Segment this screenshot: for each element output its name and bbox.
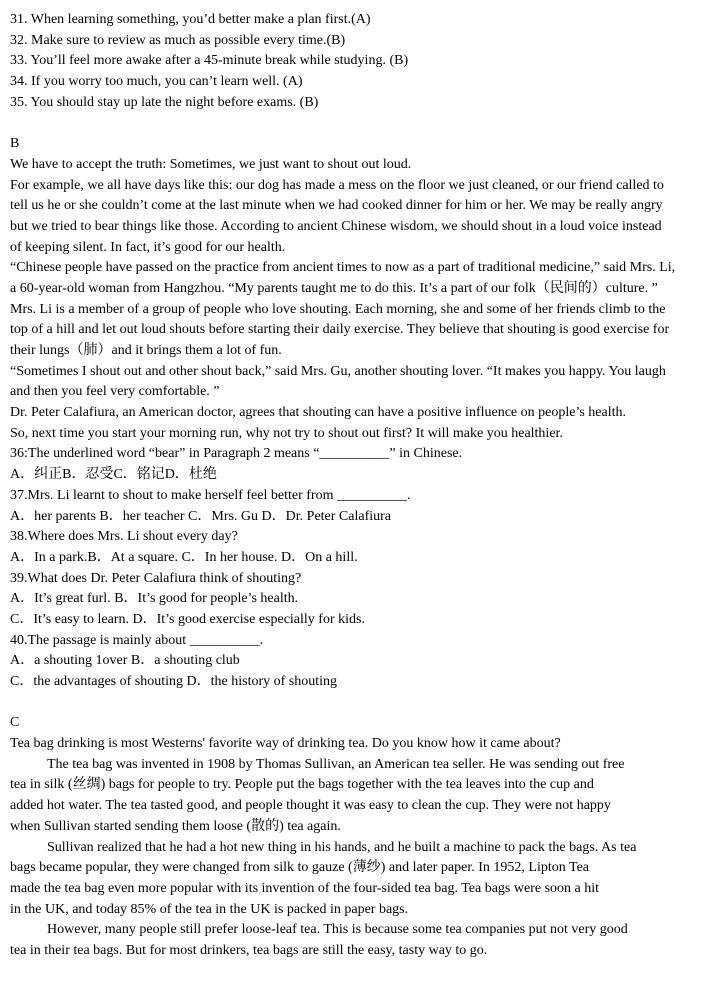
spacer <box>10 693 706 714</box>
passage-b-line: tell us he or she couldn’t come at the last minute when we had cooked dinner for him or her. We may be really angry <box>10 198 663 214</box>
passage-c-line: The tea bag was invented in 1908 by Thomas Sullivan, an American tea seller. He was sending out free <box>47 756 625 772</box>
question-40: 40.The passage is mainly about __________. <box>10 632 264 648</box>
passage-b-line: “Chinese people have passed on the practice from ancient times to now as a part of traditional medicine,” said Mrs. Li, <box>10 260 676 276</box>
passage-b-line: a 60-year-old woman from Hangzhou. “My parents taught me to do this. It’s a part of our folk（民间的）culture. ” <box>10 280 658 296</box>
passage-c-line: Sullivan realized that he had a hot new thing in his hands, and he built a machine to pack the bags. As tea <box>47 839 637 855</box>
passage-c-line: when Sullivan started sending them loose (散的) tea again. <box>10 818 341 834</box>
passage-c-line: in the UK, and today 85% of the tea in the UK is packed in paper bags. <box>10 901 409 917</box>
passage-c-line: added hot water. The tea tasted good, and people thought it was easy to clean the cup. They were not happy <box>10 798 611 814</box>
question-39-options-2: C．It’s easy to learn. D．It’s good exercise especially for kids. <box>10 611 365 627</box>
statement-33: 33. You’ll feel more awake after a 45-minute break while studying. (B) <box>10 53 409 69</box>
passage-b-line: Mrs. Li is a member of a group of people who love shouting. Each morning, she and some of her friends climb to the <box>10 301 666 317</box>
passage-b-line: For example, we all have days like this: our dog has made a mess on the floor we just cleaned, or our friend called to <box>10 177 664 193</box>
document-page <box>10 10 706 962</box>
passage-b-line: So, next time you start your morning run, why not try to shout out first? It will make you healthier. <box>10 425 563 441</box>
section-heading-b: B <box>10 136 20 152</box>
section-b <box>10 134 706 693</box>
passage-c-line: made the tea bag even more popular with its invention of the four-sided tea bag. Tea bags were soon a hit <box>10 880 600 896</box>
section-c <box>10 713 706 961</box>
question-36: 36:The underlined word “bear” in Paragraph 2 means “__________” in Chinese. <box>10 446 463 462</box>
passage-b-line: their lungs（肺）and it brings them a lot of fun. <box>10 343 282 358</box>
passage-b-line: but we tried to bear things like those. According to ancient Chinese wisdom, we should shout in a loud voice instead <box>10 218 662 234</box>
passage-b-line: We have to accept the truth: Sometimes, we just want to shout out loud. <box>10 156 412 172</box>
passage-c-line: However, many people still prefer loose-leaf tea. This is because some tea companies put not very good <box>47 922 628 938</box>
passage-c-intro: Tea bag drinking is most Westerns' favorite way of drinking tea. Do you know how it came about? <box>10 736 561 752</box>
passage-c-line: tea in their tea bags. But for most drinkers, tea bags are still the easy, tasty way to go. <box>10 942 488 958</box>
question-39-options-1: A．It’s great furl. B．It’s good for people’s health. <box>10 591 299 607</box>
question-40-options-2: C．the advantages of shouting D．the history of shouting <box>10 674 338 689</box>
question-38: 38.Where does Mrs. Li shout every day? <box>10 529 238 545</box>
question-37-options: A．her parents B．her teacher C．Mrs. Gu D．Dr. Peter Calafiura <box>10 508 392 524</box>
passage-b-line: “Sometimes I shout out and other shout back,” said Mrs. Gu, another shouting lover. “It makes you happy. You laugh <box>10 363 666 379</box>
spacer <box>10 113 706 134</box>
passage-b-line: of keeping silent. In fact, it’s good for our health. <box>10 239 286 255</box>
question-37: 37.Mrs. Li learnt to shout to make herself feel better from __________. <box>10 487 411 503</box>
statement-32: 32. Make sure to review as much as possible every time.(B) <box>10 32 346 48</box>
question-36-options: A．纠正B．忍受C．铭记D．杜绝 <box>10 467 217 483</box>
passage-b-line: top of a hill and let out loud shouts before starting their daily exercise. They believe that shouting is good exercise for <box>10 322 670 338</box>
question-40-options-1: A．a shouting 1over B．a shouting club <box>10 653 240 669</box>
passage-c-line: bags became popular, they were changed from silk to gauze (薄纱) and later paper. In 1952, Lipton Tea <box>10 860 589 876</box>
statement-35: 35. You should stay up late the night before exams. (B) <box>10 94 319 110</box>
passage-b-line: Dr. Peter Calafiura, an American doctor, agrees that shouting can have a positive influence on people’s health. <box>10 405 627 421</box>
question-38-options: A．In a park.B．At a square. C．In her house. D．On a hill. <box>10 549 358 565</box>
question-39: 39.What does Dr. Peter Calafiura think of shouting? <box>10 570 302 586</box>
part-a-statements <box>10 10 706 113</box>
section-heading-c: C <box>10 715 20 731</box>
passage-c-line: tea in silk (丝绸) bags for people to try. People put the bags together with the tea leaves into the cup and <box>10 777 594 793</box>
statement-31: 31. When learning something, you’d better make a plan first.(A) <box>10 12 371 27</box>
statement-34: 34. If you worry too much, you can’t learn well. (A) <box>10 74 303 90</box>
passage-b-line: and then you feel very comfortable. ” <box>10 384 220 400</box>
